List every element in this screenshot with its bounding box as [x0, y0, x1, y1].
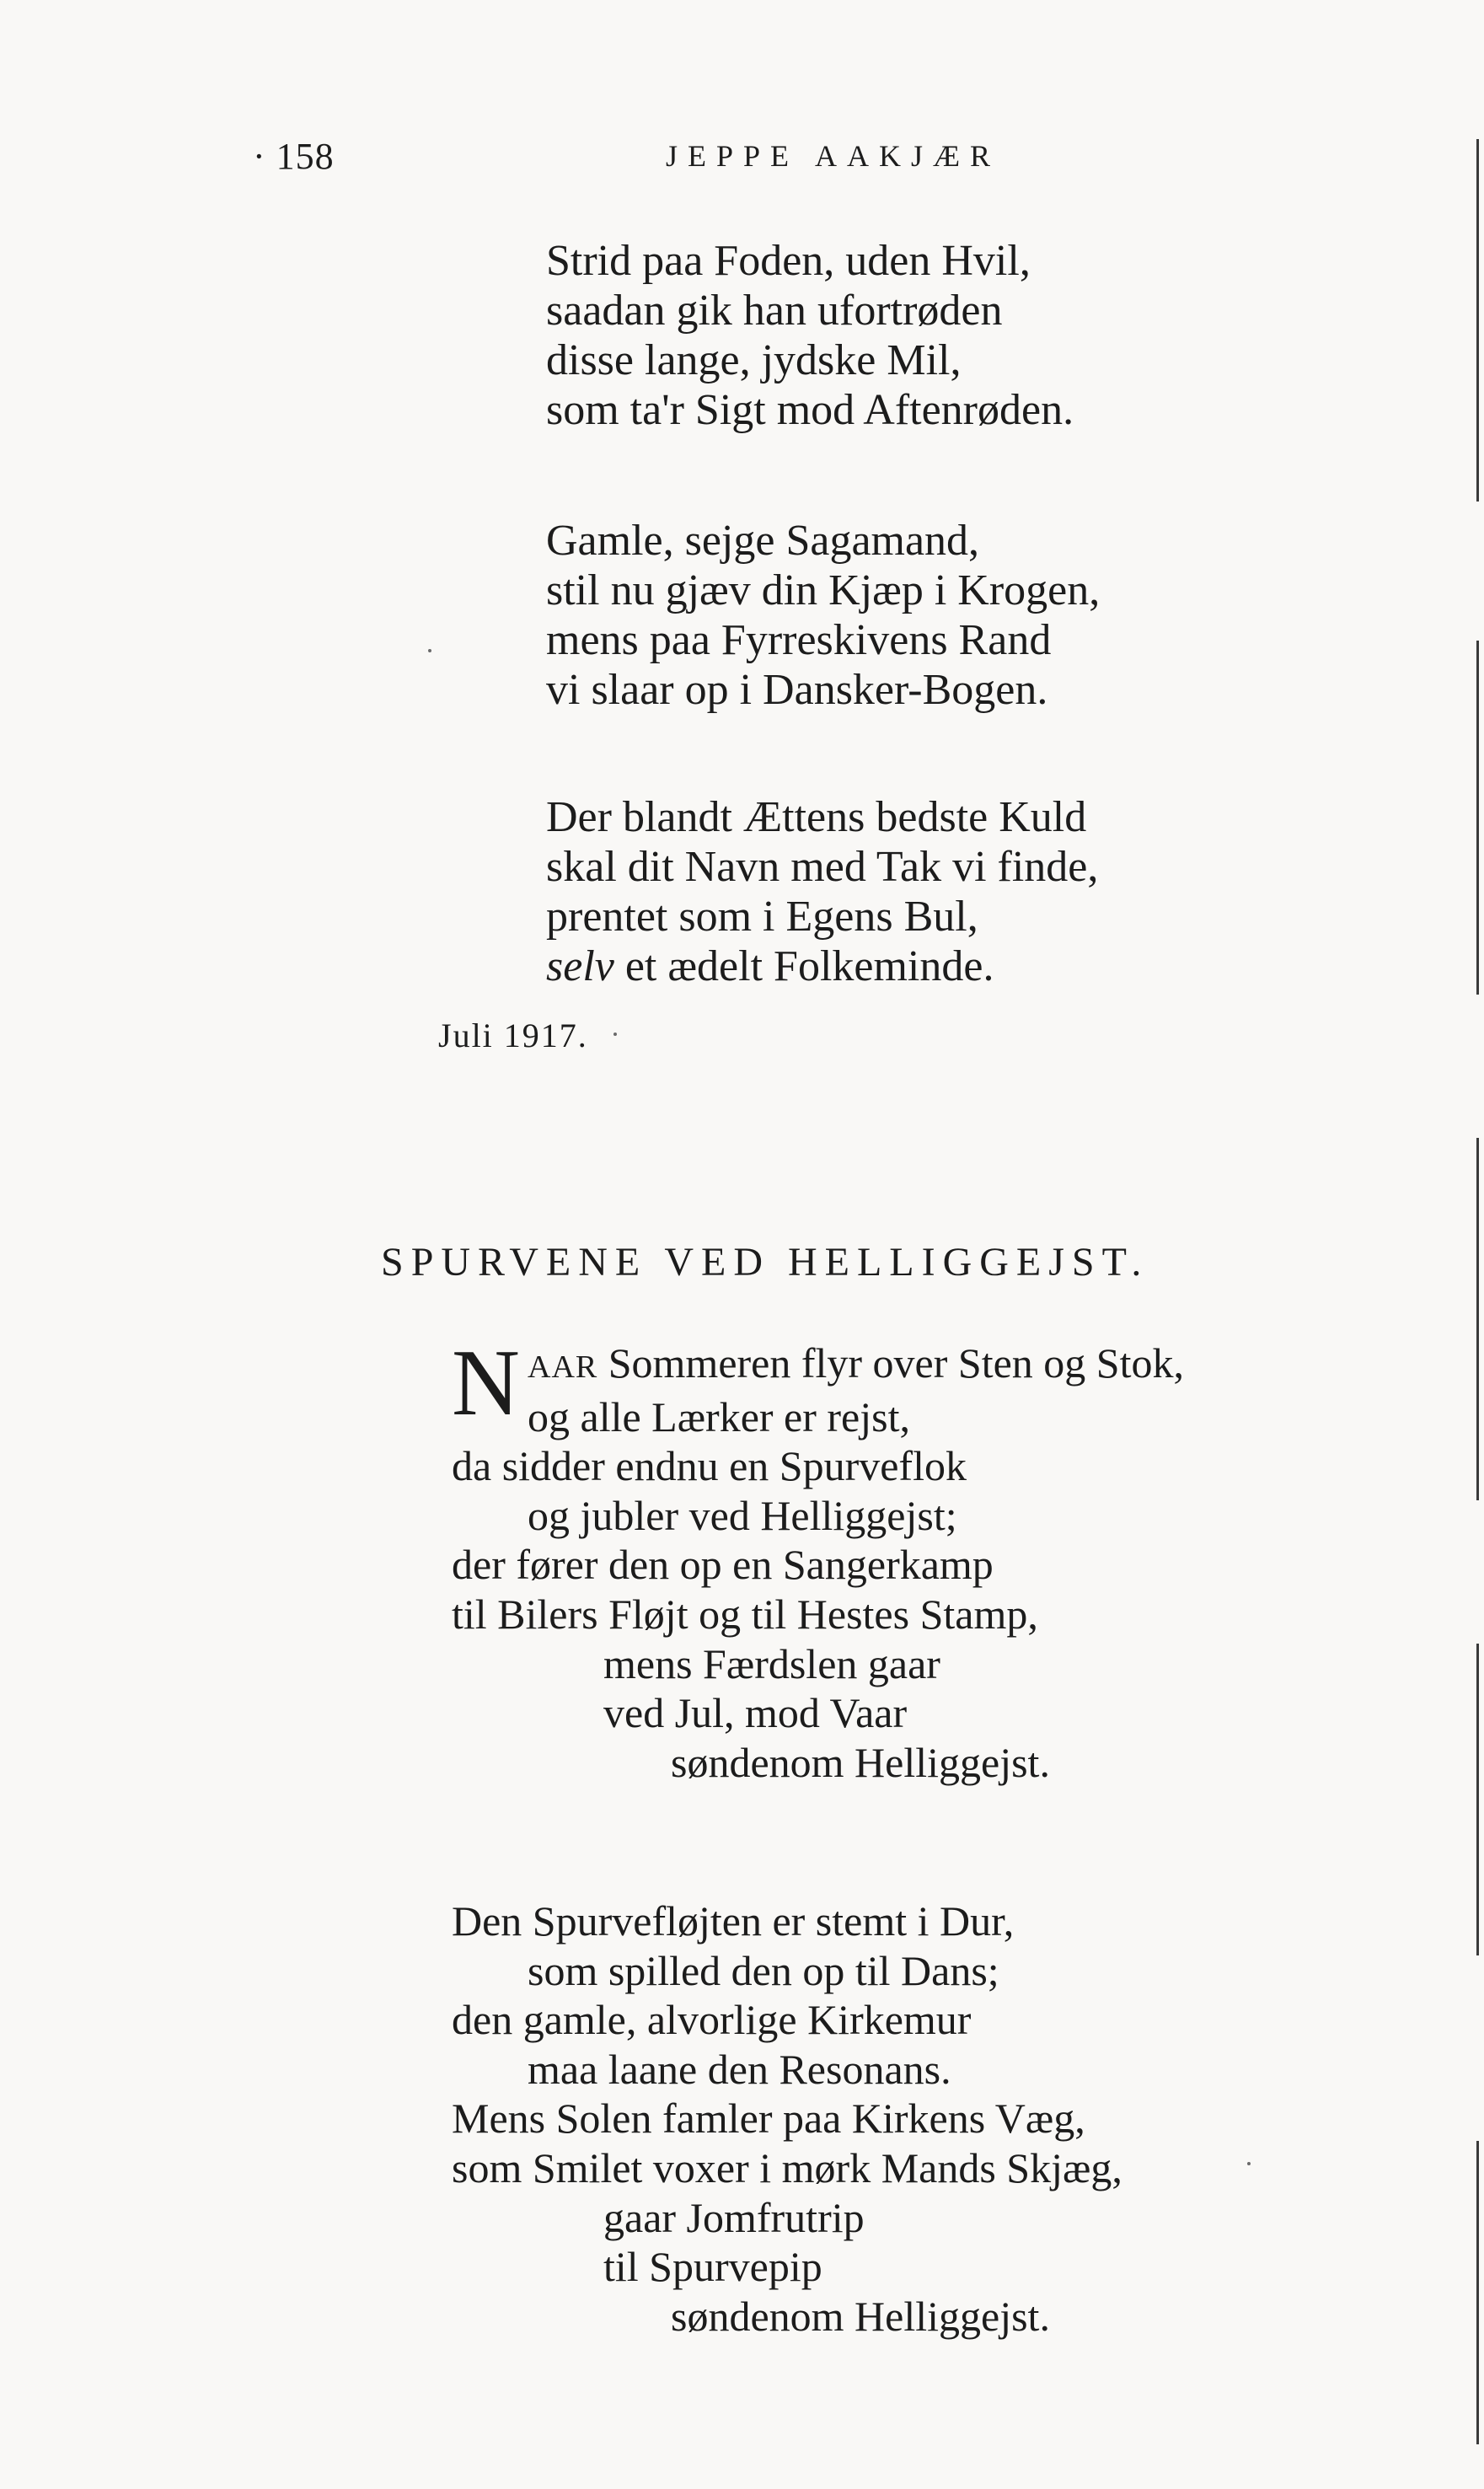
verse-line: Mens Solen famler paa Kirkens Væg, [452, 2095, 1085, 2143]
verse-line: da sidder endnu en Spurveflok [452, 1442, 967, 1490]
page-number: · 158 [253, 136, 335, 177]
verse-line: den gamle, alvorlige Kirkemur [452, 1996, 972, 2044]
scan-edge-line [1476, 641, 1479, 995]
verse-line: som ta'r Sigt mod Aftenrøden. [546, 386, 1074, 434]
verse-line: prentet som i Egens Bul, [546, 893, 978, 941]
verse-line: til Spurvepip [603, 2243, 822, 2291]
poem2-stanza-2 [452, 1896, 1122, 2341]
poem1-stanza-2 [546, 516, 1100, 715]
poem-date: Juli 1917. [438, 1017, 588, 1054]
verse-line: gaar Jomfrutrip [603, 2193, 865, 2241]
running-head: JEPPE AAKJÆR [666, 139, 1001, 173]
verse-line: Strid paa Foden, uden Hvil, [546, 237, 1031, 285]
verse-line: vi slaar op i Dansker-Bogen. [546, 666, 1048, 714]
scan-edge-line [1476, 139, 1479, 502]
italic-word: selv [546, 942, 614, 990]
small-caps-word: AAR [528, 1349, 598, 1385]
scan-speck [428, 649, 431, 652]
poem1-stanza-1 [546, 236, 1074, 435]
verse-line: som Smilet voxer i mørk Mands Skjæg, [452, 2143, 1122, 2191]
verse-line: skal dit Navn med Tak vi finde, [546, 843, 1099, 891]
verse-line: og jubler ved Helliggejst; [528, 1491, 957, 1539]
verse-line: saadan gik han ufortrøden [546, 287, 1003, 335]
verse-line [452, 1338, 1184, 1392]
scan-speck [1247, 2162, 1251, 2165]
scan-edge-line [1476, 1644, 1479, 1955]
verse-line: mens Færdslen gaar [603, 1639, 940, 1687]
verse-line: Gamle, sejge Sagamand, [546, 517, 980, 565]
verse-line [546, 941, 1098, 991]
poem2-stanza-1 [452, 1331, 1184, 1787]
verse-line: disse lange, jydske Mil, [546, 336, 962, 384]
poem1-stanza-3 [546, 792, 1098, 991]
drop-cap: N [452, 1331, 520, 1435]
verse-line: Den Spurvefløjten er stemt i Dur, [452, 1897, 1015, 1945]
poem-title: SPURVENE VED HELLIGGEJST. [381, 1240, 1149, 1285]
verse-line: søndenom Helliggejst. [671, 1738, 1050, 1786]
verse-line: som spilled den op til Dans; [528, 1946, 999, 1994]
verse-line: mens paa Fyrreskivens Rand [546, 616, 1052, 664]
scan-edge-line [1476, 2141, 1479, 2444]
verse-line: søndenom Helliggejst. [671, 2292, 1050, 2340]
scan-edge-line [1476, 1138, 1479, 1500]
scan-speck [613, 1033, 617, 1036]
verse-line-rest: Sommeren flyr over Sten og Stok, [608, 1339, 1184, 1387]
verse-line: maa laane den Resonans. [528, 2045, 951, 2093]
verse-line: til Bilers Fløjt og til Hestes Stamp, [452, 1590, 1038, 1638]
verse-line: der fører den op en Sangerkamp [452, 1541, 994, 1589]
verse-line: Der blandt Ættens bedste Kuld [546, 793, 1087, 841]
verse-line: ved Jul, mod Vaar [603, 1689, 908, 1737]
verse-line-rest: et ædelt Folkeminde. [624, 942, 994, 990]
verse-line: stil nu gjæv din Kjæp i Krogen, [546, 566, 1101, 614]
verse-line: og alle Lærker er rejst, [528, 1392, 910, 1440]
